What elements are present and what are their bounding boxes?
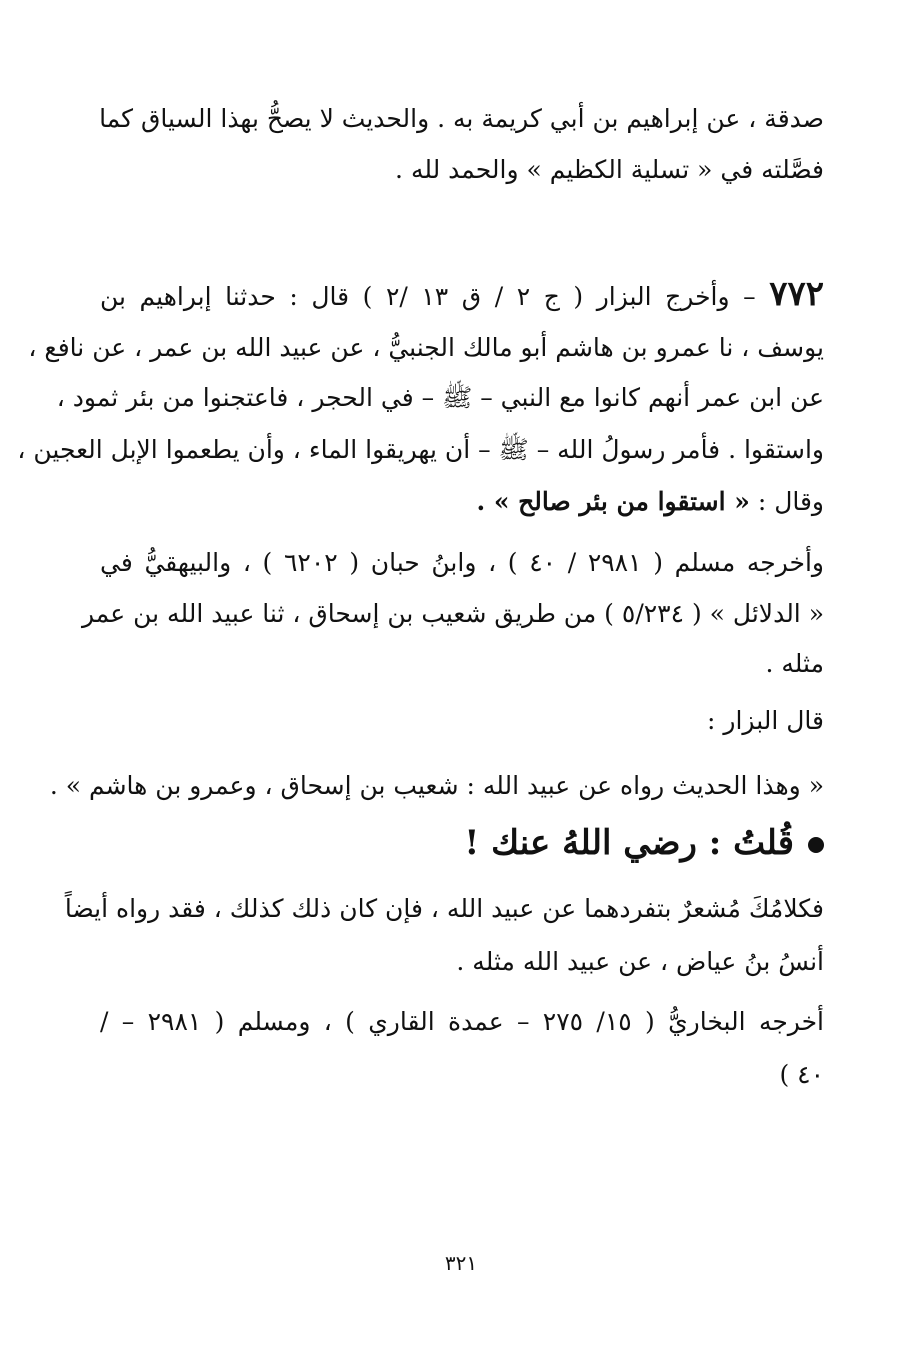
hadith-772-line-1-text: – وأخرج البزار ( ج ٢ / ق ١٣ /٢ ) قال : حدثنا إبراهيم بن <box>100 282 756 311</box>
takhrij-1-line-3: مثله . <box>765 649 824 678</box>
takhrij-1-line-1: وأخرجه مسلم ( ٢٩٨١ / ٤٠ ) ، وابنُ حبان ( ٦٢٠٢ ) ، والبيهقيُّ في <box>100 548 825 577</box>
takhrij-1-line-2: « الدلائل » ( ٥/٢٣٤ ) من طريق شعيب بن إسحاق ، ثنا عبيد الله بن عمر <box>82 599 824 628</box>
takhrij-2-line-1: أخرجه البخاريُّ ( ١٥/ ٢٧٥ – عمدة القاري ) ، ومسلم ( ٢٩٨١ – / <box>100 1007 825 1036</box>
hadith-number: ٧٧٢ <box>769 274 824 314</box>
hadith-772-said: وقال : <box>749 487 824 516</box>
comment-line-1: فكلامُكَ مُشعرٌ بتفردهما عن عبيد الله ، فإن كان ذلك كذلك ، فقد رواه أيضاً <box>64 894 824 923</box>
hadith-772-line-3: عن ابن عمر أنهم كانوا مع النبي – ﷺ – في الحجر ، فاعتجنوا من بئر ثمود ، <box>56 383 824 412</box>
intro-line-1: صدقة ، عن إبراهيم بن أبي كريمة به . والحديث لا يصحُّ بهذا السياق كما <box>99 104 824 133</box>
bazzar-label: قال البزار : <box>707 706 824 735</box>
hadith-772-line-4: واستقوا . فأمر رسولُ الله – ﷺ – أن يهريقوا الماء ، وأن يطعموا الإبل العجين ، <box>17 435 824 464</box>
bazzar-quote-text: « وهذا الحديث رواه عن عبيد الله : شعيب بن إسحاق ، وعمرو بن هاشم » . <box>49 771 824 800</box>
intro-line-2: فصَّلته في « تسلية الكظيم » والحمد لله . <box>395 155 824 184</box>
hadith-772-line-5 <box>100 482 824 522</box>
comment-line-2: أنسُ بنُ عياض ، عن عبيد الله مثله . <box>456 947 824 976</box>
hadith-772-line-2: يوسف ، نا عمرو بن هاشم أبو مالك الجنبيُّ ، عن عبيد الله بن عمر ، عن نافع ، <box>28 333 824 362</box>
hadith-772-quote: « استقوا من بئر صالح » . <box>476 487 750 516</box>
bullet-icon <box>808 837 824 853</box>
heading-text: قُلتُ : رضي اللهُ عنك ! <box>464 823 794 863</box>
section-heading <box>100 818 824 868</box>
takhrij-2-line-2: ٤٠ ) <box>779 1060 824 1089</box>
page-number: ٣٢١ <box>444 1251 478 1275</box>
hadith-772-line-1 <box>100 274 824 317</box>
